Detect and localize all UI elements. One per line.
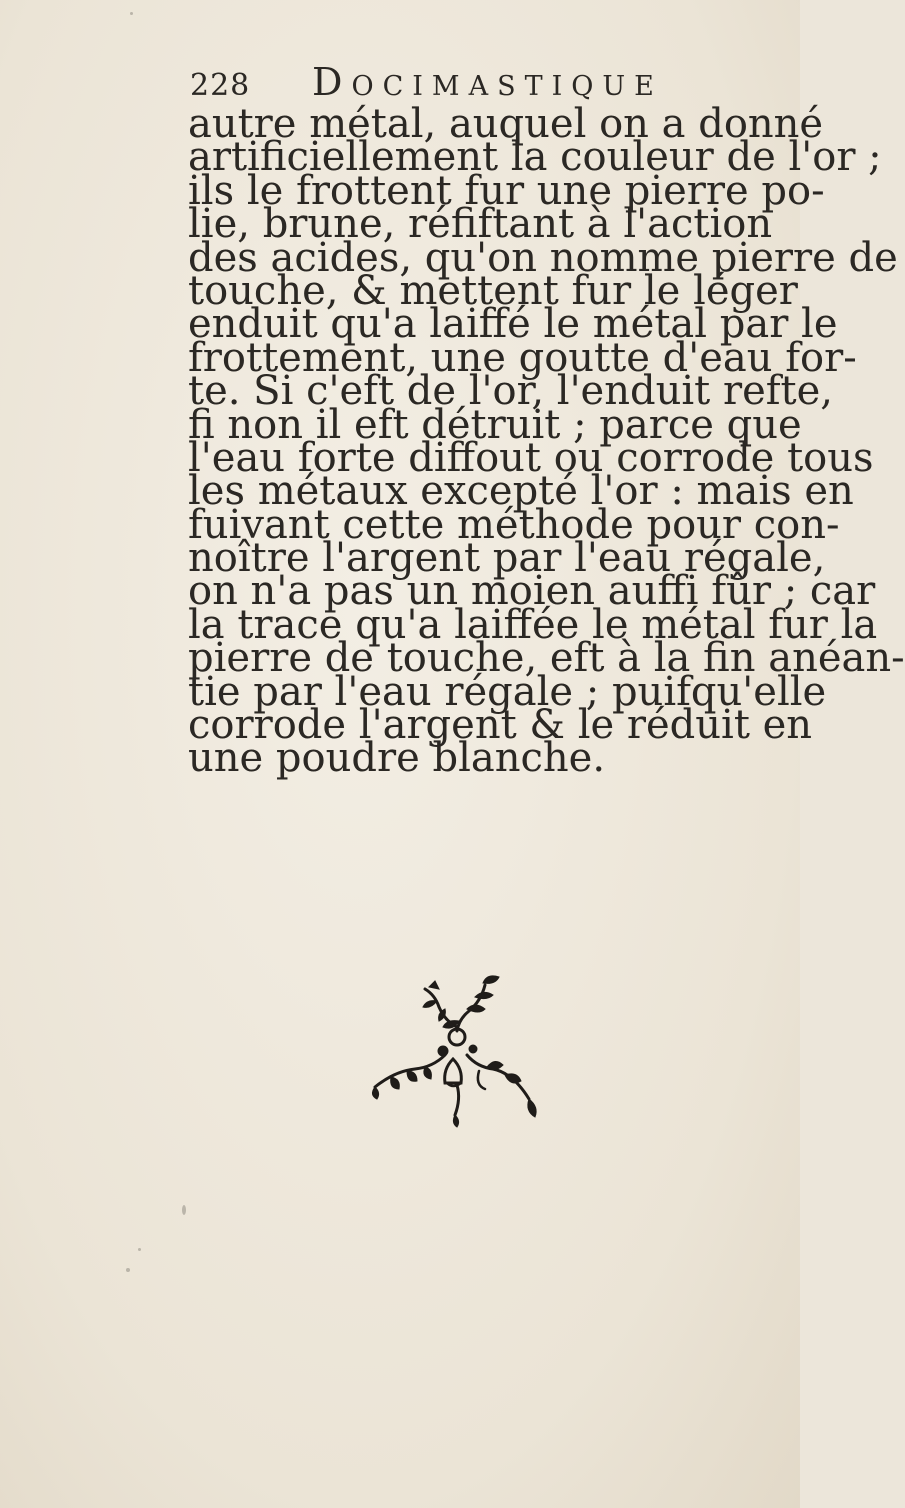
text-line: pierre de touche, eft à la fin anéan- bbox=[188, 635, 905, 682]
body-paragraph bbox=[188, 101, 905, 782]
page-number: 228 bbox=[190, 68, 251, 103]
text-line: on n'a pas un moien auffi fûr ; car bbox=[188, 568, 876, 615]
text-line: artificiellement la couleur de l'or ; bbox=[188, 134, 882, 181]
paper-speck bbox=[130, 12, 133, 15]
paper-speck bbox=[126, 1268, 130, 1272]
paper-speck bbox=[182, 1205, 186, 1215]
text-line: fi non il eft détruit ; parce que bbox=[188, 401, 802, 448]
floral-tailpiece-icon bbox=[355, 975, 555, 1145]
text-line: lie, brune, réfiftant à l'action bbox=[188, 201, 773, 248]
text-line: tie par l'eau régale ; puifqu'elle bbox=[188, 668, 827, 715]
text-line: fuivant cette méthode pour con- bbox=[188, 501, 840, 548]
running-title: Docimastique bbox=[312, 60, 663, 104]
text-line: enduit qu'a laiffé le métal par le bbox=[188, 301, 838, 348]
text-line: la trace qu'a laiffée le métal fur la bbox=[188, 601, 878, 648]
text-line: une poudre blanche. bbox=[188, 735, 606, 782]
text-line: ils le frottent fur une pierre po- bbox=[188, 167, 825, 214]
text-line: touche, & mettent fur le léger bbox=[188, 267, 798, 314]
text-line: corrode l'argent & le réduit en bbox=[188, 702, 813, 749]
text-line: te. Si c'eft de l'or, l'enduit refte, bbox=[188, 368, 833, 415]
text-line: frottement, une goutte d'eau for- bbox=[188, 334, 857, 381]
running-head bbox=[190, 60, 750, 106]
text-line: des acides, qu'on nomme pierre de bbox=[188, 234, 898, 281]
text-line: les métaux excepté l'or : mais en bbox=[188, 468, 854, 515]
text-line: noître l'argent par l'eau régale, bbox=[188, 535, 826, 582]
text-line: autre métal, auquel on a donné bbox=[188, 101, 824, 147]
paper-speck bbox=[138, 1248, 141, 1251]
text-line: l'eau forte diffout ou corrode tous bbox=[188, 434, 874, 481]
